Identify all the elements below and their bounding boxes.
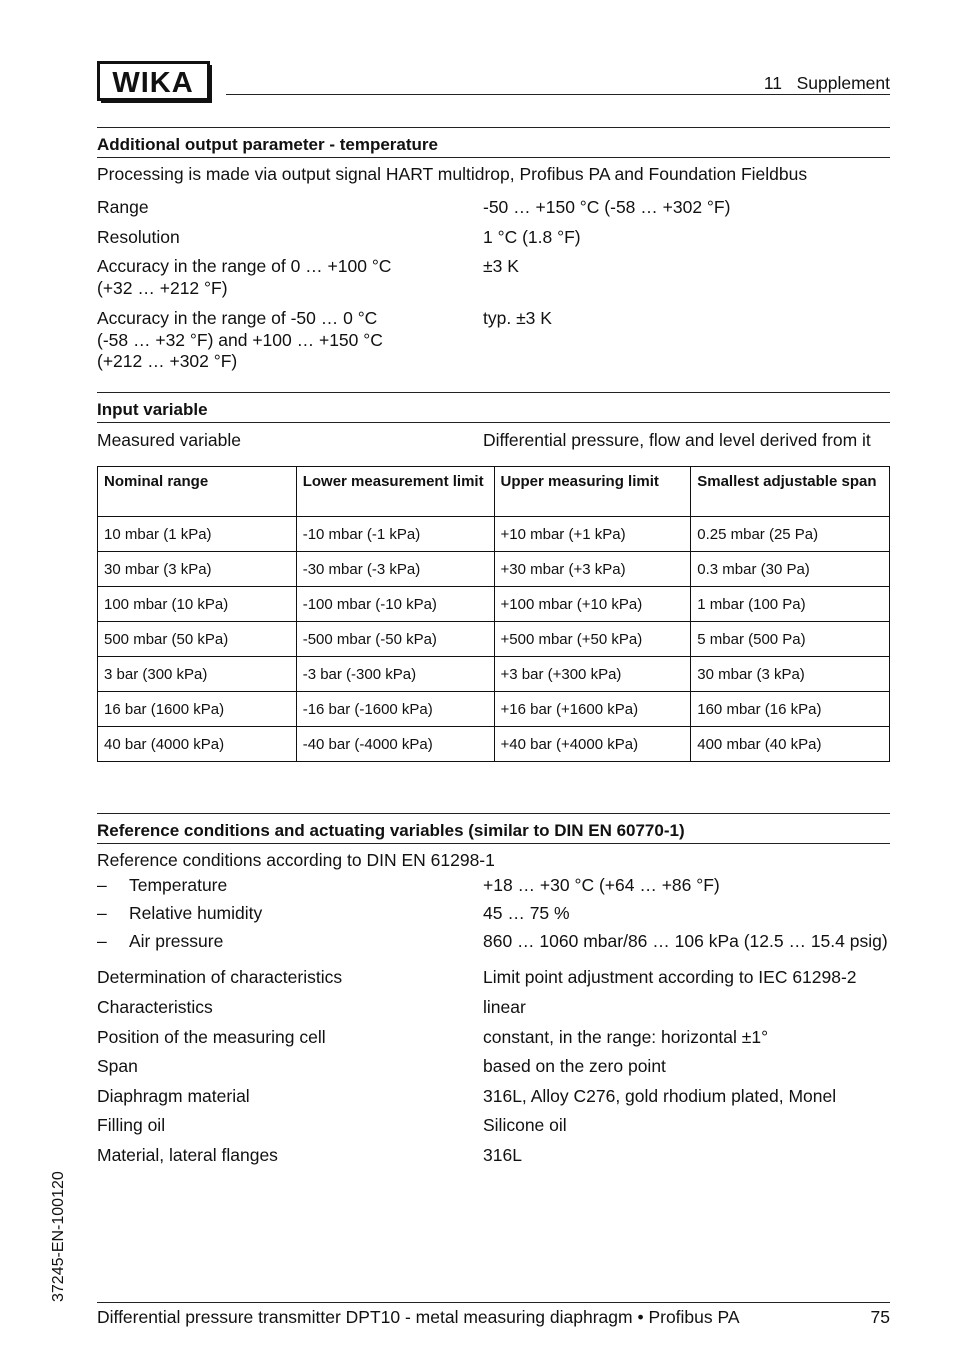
- section-rule: [97, 843, 890, 844]
- section-title-reference: Reference conditions and actuating variables (similar to DIN EN 60770-1): [97, 821, 685, 840]
- table-header-cell: Nominal range: [98, 467, 297, 517]
- section-rule: [97, 392, 890, 393]
- table-cell: 5 mbar (500 Pa): [691, 622, 890, 657]
- spec-value: typ. ±3 K: [483, 308, 552, 328]
- table-cell: 0.25 mbar (25 Pa): [691, 517, 890, 552]
- spec-label: Accuracy in the range of 0 … +100 °C: [97, 256, 392, 276]
- section-rule: [97, 127, 890, 128]
- table-header-cell: Lower measurement limit: [296, 467, 494, 517]
- table-cell: -100 mbar (-10 kPa): [296, 587, 494, 622]
- spec-value: 45 … 75 %: [483, 903, 570, 923]
- table-cell: 100 mbar (10 kPa): [98, 587, 297, 622]
- spec-label: Position of the measuring cell: [97, 1027, 326, 1047]
- table-row: [98, 587, 890, 622]
- section-title-input: Input variable: [97, 400, 208, 419]
- footer-rule: [97, 1302, 890, 1303]
- table-cell: +40 bar (+4000 kPa): [494, 727, 691, 762]
- list-dash: –: [97, 931, 107, 951]
- table-cell: 40 bar (4000 kPa): [98, 727, 297, 762]
- table-row: [98, 727, 890, 762]
- table-cell: 16 bar (1600 kPa): [98, 692, 297, 727]
- measuring-range-table: [97, 466, 890, 762]
- footer-title: Differential pressure transmitter DPT10 - metal measuring diaphragm • Profibus PA: [97, 1307, 740, 1327]
- spec-label: Diaphragm material: [97, 1086, 250, 1106]
- spec-label: Range: [97, 197, 149, 217]
- table-cell: +500 mbar (+50 kPa): [494, 622, 691, 657]
- header-rule: [226, 94, 890, 95]
- spec-value: linear: [483, 997, 526, 1017]
- table-header-cell: Smallest adjustable span: [691, 467, 890, 517]
- table-row: [98, 692, 890, 727]
- table-cell: +10 mbar (+1 kPa): [494, 517, 691, 552]
- spec-value: constant, in the range: horizontal ±1°: [483, 1027, 769, 1047]
- table-cell: +3 bar (+300 kPa): [494, 657, 691, 692]
- table-cell: 30 mbar (3 kPa): [691, 657, 890, 692]
- spec-value: based on the zero point: [483, 1056, 666, 1076]
- table-row: [98, 517, 890, 552]
- spec-value: 1 °C (1.8 °F): [483, 227, 581, 247]
- spec-label: Resolution: [97, 227, 180, 247]
- table-cell: -3 bar (-300 kPa): [296, 657, 494, 692]
- table-cell: 500 mbar (50 kPa): [98, 622, 297, 657]
- section-rule: [97, 157, 890, 158]
- table-cell: +30 mbar (+3 kPa): [494, 552, 691, 587]
- table-cell: -16 bar (-1600 kPa): [296, 692, 494, 727]
- spec-value: 860 … 1060 mbar/86 … 106 kPa (12.5 … 15.4 psig): [483, 931, 888, 951]
- document-code: 37245-EN-100120: [50, 1171, 67, 1302]
- spec-label: (-58 … +32 °F) and +100 … +150 °C: [97, 330, 383, 350]
- spec-value: Limit point adjustment according to IEC 61298-2: [483, 967, 857, 987]
- spec-label: Measured variable: [97, 430, 241, 450]
- table-cell: 30 mbar (3 kPa): [98, 552, 297, 587]
- table-cell: 160 mbar (16 kPa): [691, 692, 890, 727]
- spec-label: Relative humidity: [129, 903, 263, 923]
- wika-logo: [97, 61, 212, 103]
- section-rule: [97, 422, 890, 423]
- table-cell: -500 mbar (-50 kPa): [296, 622, 494, 657]
- table-cell: 1 mbar (100 Pa): [691, 587, 890, 622]
- table-row: [98, 657, 890, 692]
- spec-label: Material, lateral flanges: [97, 1145, 278, 1165]
- spec-label: Determination of characteristics: [97, 967, 343, 987]
- table-row: [98, 552, 890, 587]
- spec-value: ±3 K: [483, 256, 519, 276]
- list-dash: –: [97, 903, 107, 923]
- section-header: 11 Supplement: [763, 73, 890, 93]
- spec-label: Span: [97, 1056, 138, 1076]
- spec-value: Differential pressure, flow and level derived from it: [483, 430, 871, 450]
- spec-label: Air pressure: [129, 931, 224, 951]
- reference-intro: Reference conditions according to DIN EN 61298-1: [97, 850, 495, 870]
- table-cell: -30 mbar (-3 kPa): [296, 552, 494, 587]
- table-row: [98, 622, 890, 657]
- table-cell: 10 mbar (1 kPa): [98, 517, 297, 552]
- table-cell: +16 bar (+1600 kPa): [494, 692, 691, 727]
- spec-label: Characteristics: [97, 997, 213, 1017]
- spec-value: -50 … +150 °C (-58 … +302 °F): [483, 197, 731, 217]
- table-header-row: [98, 467, 890, 517]
- spec-label: (+212 … +302 °F): [97, 351, 238, 371]
- section-rule: [97, 813, 890, 814]
- spec-label: Accuracy in the range of -50 … 0 °C: [97, 308, 378, 328]
- spec-value: 316L, Alloy C276, gold rhodium plated, Monel: [483, 1086, 837, 1106]
- list-dash: –: [97, 875, 107, 895]
- section-title-temperature: Additional output parameter - temperature: [97, 135, 438, 154]
- spec-value: Silicone oil: [483, 1115, 567, 1135]
- spec-label: Filling oil: [97, 1115, 166, 1135]
- table-header-cell: Upper measuring limit: [494, 467, 691, 517]
- logo-text: WIKA: [112, 67, 194, 99]
- spec-label: Temperature: [129, 875, 228, 895]
- table-cell: 0.3 mbar (30 Pa): [691, 552, 890, 587]
- temperature-intro: Processing is made via output signal HART multidrop, Profibus PA and Foundation Fieldbus: [97, 164, 808, 184]
- spec-value: 316L: [483, 1145, 522, 1165]
- table-cell: 3 bar (300 kPa): [98, 657, 297, 692]
- page-number: 75: [870, 1307, 890, 1327]
- spec-label: (+32 … +212 °F): [97, 278, 228, 298]
- spec-value: +18 … +30 °C (+64 … +86 °F): [483, 875, 720, 895]
- table-cell: -40 bar (-4000 kPa): [296, 727, 494, 762]
- table-cell: -10 mbar (-1 kPa): [296, 517, 494, 552]
- table-cell: 400 mbar (40 kPa): [691, 727, 890, 762]
- table-cell: +100 mbar (+10 kPa): [494, 587, 691, 622]
